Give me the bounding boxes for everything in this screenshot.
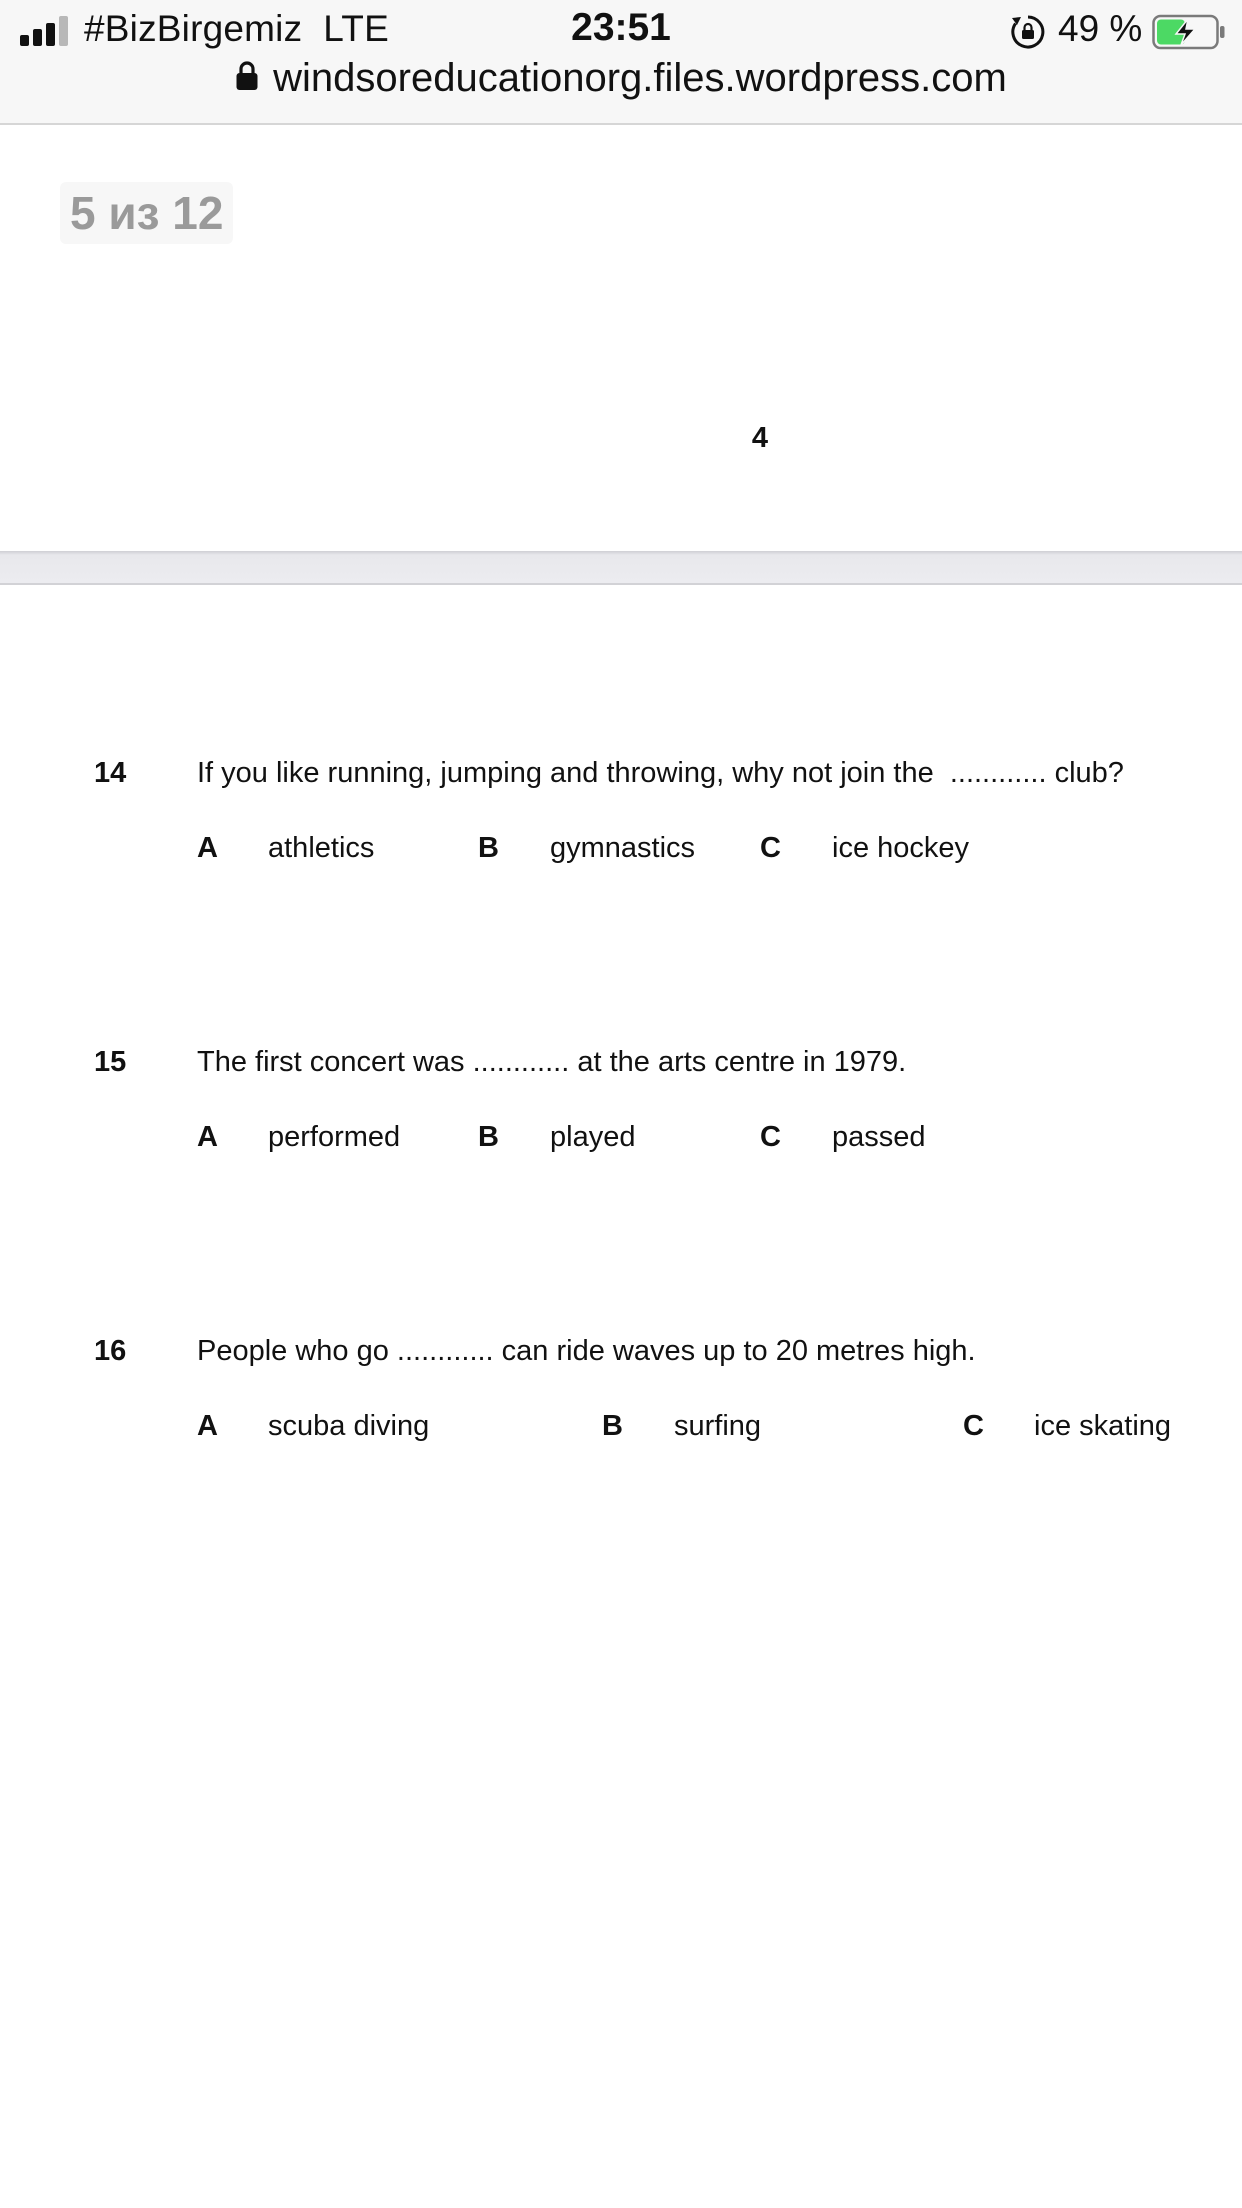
rotation-lock-icon [1010,14,1046,50]
option-text-c: ice skating [1034,1410,1172,1442]
question-text: People who go ............ can ride waves up to 20 metres high. [197,1335,976,1367]
option-letter-c: C [760,832,781,864]
battery-percent: 49 % [1058,8,1143,49]
question-number: 15 [94,1046,127,1078]
page-counter-badge: 5 из 12 [60,182,233,244]
option-text-c: ice hockey [832,832,970,864]
address-bar[interactable] [0,56,1242,101]
status-bar [0,0,1242,125]
question-text: If you like running, jumping and throwing, why not join the ............ club? [197,757,1124,789]
carrier-label: #BizBirgemiz LTE [84,8,389,49]
option-text-b: gymnastics [550,832,696,864]
pdf-page-current [0,585,1242,2208]
option-letter-a: A [197,1121,218,1153]
option-text-c: passed [832,1121,926,1153]
option-text-a: scuba diving [268,1410,430,1442]
battery-charging-icon [1152,14,1226,50]
lock-icon [235,60,259,92]
question-text: The first concert was ............ at the arts centre in 1979. [197,1046,907,1078]
option-letter-c: C [963,1410,984,1442]
option-text-a: athletics [268,832,375,864]
status-time: 23:51 [571,6,671,49]
option-letter-a: A [197,1410,218,1442]
option-text-b: surfing [674,1410,762,1442]
question-number: 14 [94,757,127,789]
option-letter-a: A [197,832,218,864]
page-separator [0,551,1242,585]
page-number: 4 [751,422,769,454]
question-number: 16 [94,1335,127,1367]
option-letter-b: B [478,1121,499,1153]
option-letter-b: B [478,832,499,864]
url-text: windsoreducationorg.files.wordpress.com [273,56,1007,100]
option-text-b: played [550,1121,636,1153]
option-letter-c: C [760,1121,781,1153]
option-letter-b: B [602,1410,623,1442]
option-text-a: performed [268,1121,401,1153]
